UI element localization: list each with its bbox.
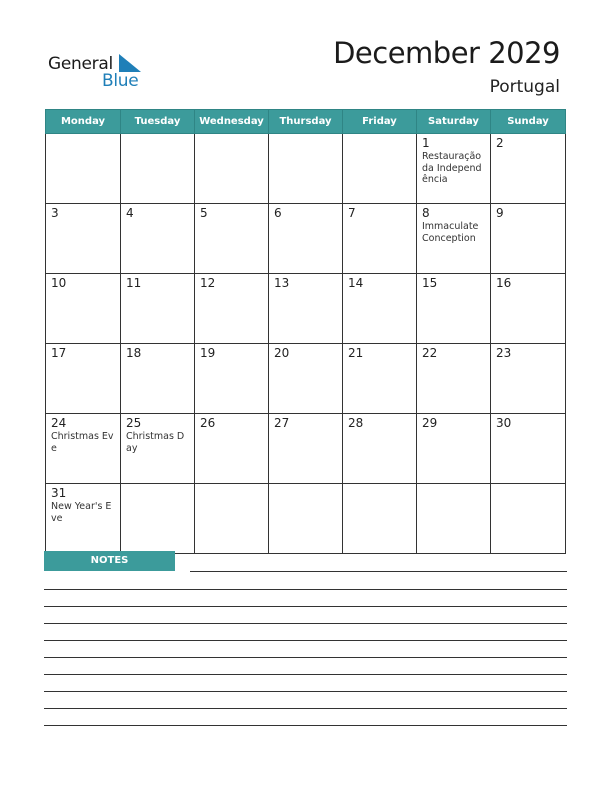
day-number: 26 <box>200 416 216 430</box>
weekday-header: Tuesday <box>121 110 195 134</box>
day-number: 12 <box>200 276 216 290</box>
country-label: Portugal <box>489 77 560 97</box>
day-cell <box>46 274 121 344</box>
brand-logo <box>48 52 158 92</box>
notes-label: NOTES <box>44 551 175 571</box>
day-cell <box>46 344 121 414</box>
day-cell <box>46 484 121 554</box>
holiday-label: Christmas Day <box>126 431 185 454</box>
day-cell <box>195 204 269 274</box>
day-number: 10 <box>51 276 67 290</box>
day-cell <box>417 204 491 274</box>
day-cell <box>121 274 195 344</box>
day-cell <box>121 134 195 204</box>
day-cell <box>121 344 195 414</box>
day-number: 18 <box>126 346 142 360</box>
day-cell <box>417 414 491 484</box>
day-number: 1 <box>422 136 430 150</box>
notes-line <box>44 623 567 624</box>
day-number: 20 <box>274 346 290 360</box>
day-cell <box>121 414 195 484</box>
notes-line <box>44 691 567 692</box>
weekday-header: Monday <box>46 110 121 134</box>
week-row <box>46 484 566 554</box>
day-cell <box>269 484 343 554</box>
holiday-label: New Year's Eve <box>51 501 112 524</box>
day-cell <box>269 414 343 484</box>
weekday-header: Wednesday <box>195 110 269 134</box>
weekday-header: Sunday <box>491 110 566 134</box>
day-number: 27 <box>274 416 290 430</box>
logo-triangle-icon <box>119 54 143 72</box>
day-number: 7 <box>348 206 356 220</box>
holiday-label: Immaculate Conception <box>422 221 479 244</box>
day-cell <box>269 274 343 344</box>
day-cell <box>417 484 491 554</box>
day-cell <box>417 344 491 414</box>
notes-line <box>44 640 567 641</box>
day-cell <box>269 344 343 414</box>
day-number: 19 <box>200 346 216 360</box>
day-cell <box>343 414 417 484</box>
weekday-header: Saturday <box>417 110 491 134</box>
day-cell <box>343 484 417 554</box>
day-cell <box>195 134 269 204</box>
day-number: 16 <box>496 276 512 290</box>
day-number: 15 <box>422 276 438 290</box>
day-cell <box>491 274 566 344</box>
day-cell <box>121 204 195 274</box>
day-number: 21 <box>348 346 364 360</box>
week-row <box>46 204 566 274</box>
day-cell <box>46 134 121 204</box>
day-cell <box>343 274 417 344</box>
day-cell <box>269 134 343 204</box>
day-number: 5 <box>200 206 208 220</box>
day-cell <box>417 274 491 344</box>
day-cell <box>491 204 566 274</box>
day-number: 11 <box>126 276 142 290</box>
day-cell <box>195 484 269 554</box>
day-number: 31 <box>51 486 67 500</box>
day-number: 2 <box>496 136 504 150</box>
day-cell <box>417 134 491 204</box>
day-cell <box>343 204 417 274</box>
day-number: 23 <box>496 346 512 360</box>
week-row <box>46 344 566 414</box>
notes-line <box>44 657 567 658</box>
brand-name-blue: Blue <box>102 71 139 91</box>
day-cell <box>343 344 417 414</box>
week-row <box>46 274 566 344</box>
day-cell <box>46 414 121 484</box>
notes-line <box>44 725 567 726</box>
brand-name-general: General <box>48 54 113 74</box>
notes-line <box>44 674 567 675</box>
page-title: December 2029 <box>333 36 560 70</box>
day-number: 6 <box>274 206 282 220</box>
holiday-label: Christmas Eve <box>51 431 114 454</box>
day-number: 30 <box>496 416 512 430</box>
day-cell <box>195 344 269 414</box>
day-number: 8 <box>422 206 430 220</box>
day-number: 29 <box>422 416 438 430</box>
holiday-label: Restauração da Independência <box>422 151 482 185</box>
day-number: 28 <box>348 416 364 430</box>
day-cell <box>195 274 269 344</box>
day-cell <box>491 414 566 484</box>
weekday-header: Thursday <box>269 110 343 134</box>
day-cell <box>121 484 195 554</box>
day-cell <box>195 414 269 484</box>
day-cell <box>269 204 343 274</box>
day-cell <box>46 204 121 274</box>
day-number: 17 <box>51 346 67 360</box>
calendar-grid <box>45 109 566 554</box>
day-number: 9 <box>496 206 504 220</box>
weekday-header-row <box>46 110 566 134</box>
notes-line <box>190 571 567 572</box>
day-cell <box>491 344 566 414</box>
notes-line <box>44 606 567 607</box>
day-cell <box>491 134 566 204</box>
week-row <box>46 134 566 204</box>
day-number: 25 <box>126 416 142 430</box>
notes-line <box>44 589 567 590</box>
week-row <box>46 414 566 484</box>
day-number: 14 <box>348 276 364 290</box>
day-number: 22 <box>422 346 438 360</box>
weekday-header: Friday <box>343 110 417 134</box>
day-number: 3 <box>51 206 59 220</box>
notes-line <box>44 708 567 709</box>
day-cell <box>491 484 566 554</box>
day-cell <box>343 134 417 204</box>
day-number: 24 <box>51 416 67 430</box>
day-number: 13 <box>274 276 290 290</box>
day-number: 4 <box>126 206 134 220</box>
